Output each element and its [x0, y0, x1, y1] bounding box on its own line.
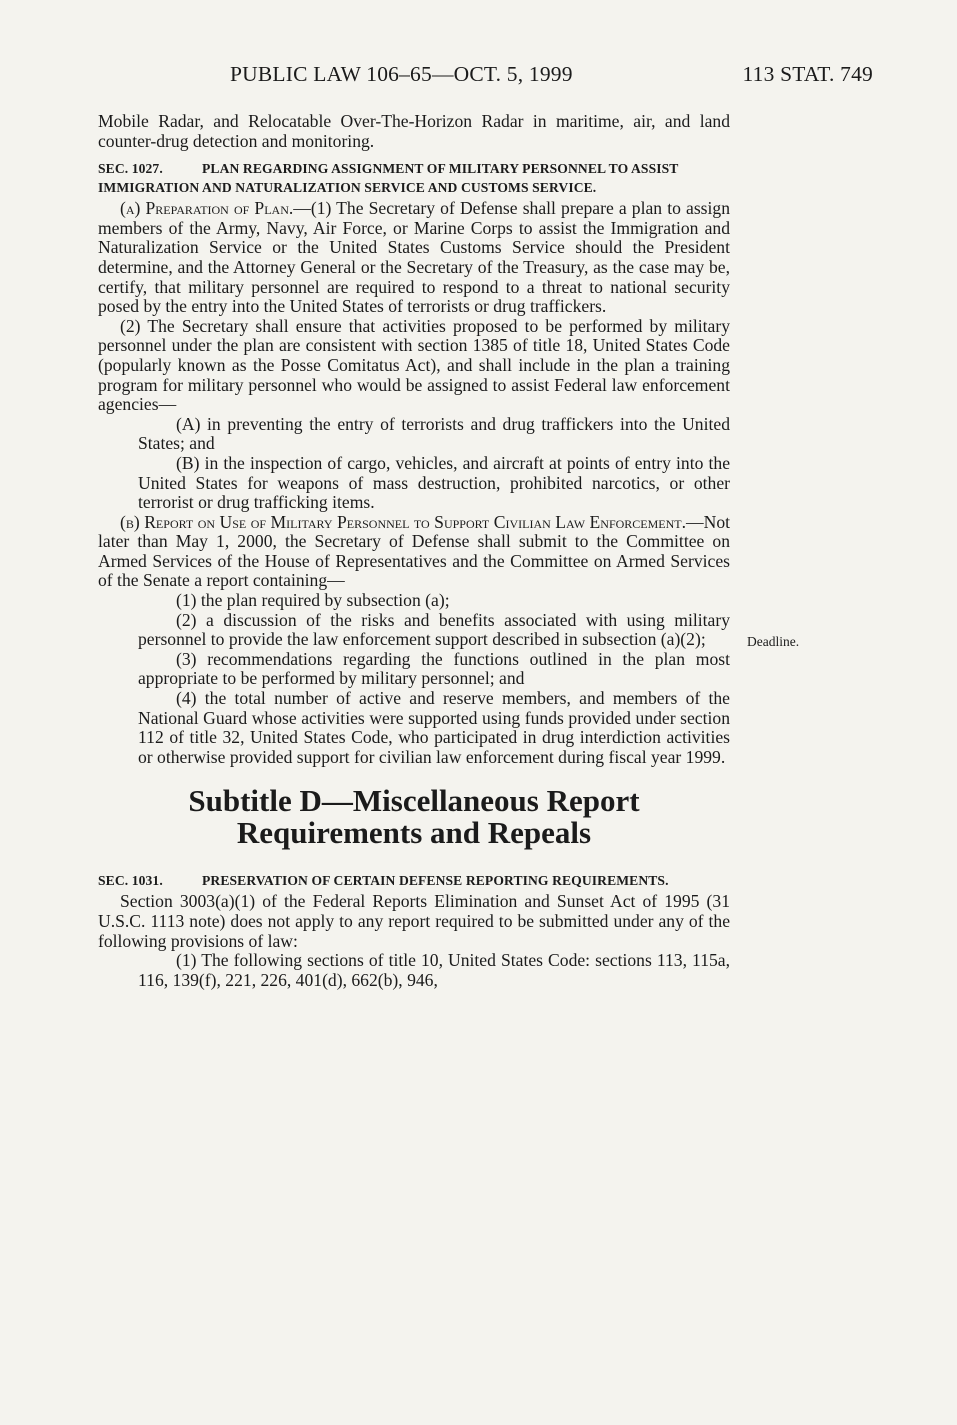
- continued-paragraph: Mobile Radar, and Relocatable Over-The-Horizon Radar in maritime, air, and land counter-drug detection and monitoring.: [98, 111, 730, 151]
- paragraph-a1: [98, 199, 730, 317]
- document-body: [98, 112, 730, 990]
- running-head: [98, 62, 873, 94]
- statute-page-number: 113 STAT. 749: [742, 62, 873, 86]
- subsection-b-text: —Not later than May 1, 2000, the Secretary of Defense shall submit to the Committee on Armed Services of the House of Representatives and the Committee on Armed Services of the Senate a report containing—: [98, 511, 730, 591]
- subtitle-line-1: Subtitle D—Miscellaneous Report: [188, 783, 640, 819]
- section-number: SEC. 1027.: [98, 161, 163, 177]
- margin-note-deadline: Deadline.: [747, 634, 800, 649]
- section-title: PLAN REGARDING ASSIGNMENT OF MILITARY PERSONNEL TO ASSIST IMMIGRATION AND NATURALIZATION SERVICE AND CUSTOMS SERVICE.: [98, 161, 679, 196]
- subsection-a1-text: —(1) The Secretary of Defense shall prepare a plan to assign members of the Army, Navy, Air Force, or Marine Corps to assist the Immigration and Naturalization Service or the United States Customs Service should the President determine, and the Attorney General or the Secretary of the Treasury, as the case may be, certify, that military personnel are required to respond to a threat to national security posed by the entry into the United States of terrorists or drug traffickers.: [98, 198, 730, 317]
- subsection-b-heading: (b) Report on Use of Military Personnel to Support Civilian Law Enforcement.: [120, 511, 687, 532]
- paragraph-1031-item1: (1) The following sections of title 10, United States Code: sections 113, 115a, 116, 139(f), 221, 226, 401(d), 662(b), 946,: [138, 950, 730, 990]
- paragraph-b: [98, 513, 730, 591]
- section-heading-1031: [98, 871, 730, 890]
- paragraph-a2A: (A) in preventing the entry of terrorists and drug traffickers into the United States; and: [138, 413, 730, 454]
- paragraph-b2: (2) a discussion of the risks and benefits associated with using military personnel to provide the law enforcement support described in subsection (a)(2);: [138, 609, 730, 650]
- section-number: SEC. 1031.: [98, 873, 163, 889]
- subtitle-heading: [98, 785, 730, 849]
- section-heading-1027: [98, 159, 730, 197]
- subtitle-line-2: Requirements and Repeals: [236, 815, 592, 851]
- paragraph-1031-intro: Section 3003(a)(1) of the Federal Reports Elimination and Sunset Act of 1995 (31 U.S.C. 1113 note) does not apply to any report required to be submitted under any of the following provisions of law:: [98, 891, 730, 951]
- subsection-a-heading: (a) Preparation of Plan.: [120, 198, 294, 219]
- section-title: PRESERVATION OF CERTAIN DEFENSE REPORTING REQUIREMENTS.: [202, 873, 669, 889]
- paragraph-a2B: (B) in the inspection of cargo, vehicles, and aircraft at points of entry into the United States for weapons of mass destruction, prohibited narcotics, or other terrorist or drug trafficking items.: [138, 452, 730, 513]
- paragraph-a2: (2) The Secretary shall ensure that activities proposed to be performed by military personnel under the plan are consistent with section 1385 of title 18, United States Code (popularly known as the Posse Comitatus Act), and shall include in the plan a training program for military personnel who would be assigned to assist Federal law enforcement agencies—: [98, 315, 730, 415]
- paragraph-b4: (4) the total number of active and reserve members, and members of the National Guard whose activities were supported using funds provided under section 112 of title 32, United States Code, who participated in drug interdiction activities or otherwise provided support for civilian law enforcement during fiscal year 1999.: [138, 688, 730, 767]
- paragraph-b3: (3) recommendations regarding the functions outlined in the plan most appropriate to be performed by military personnel; and: [138, 648, 730, 689]
- law-citation: PUBLIC LAW 106–65—OCT. 5, 1999: [230, 62, 573, 86]
- paragraph-b1: (1) the plan required by subsection (a);: [176, 590, 450, 611]
